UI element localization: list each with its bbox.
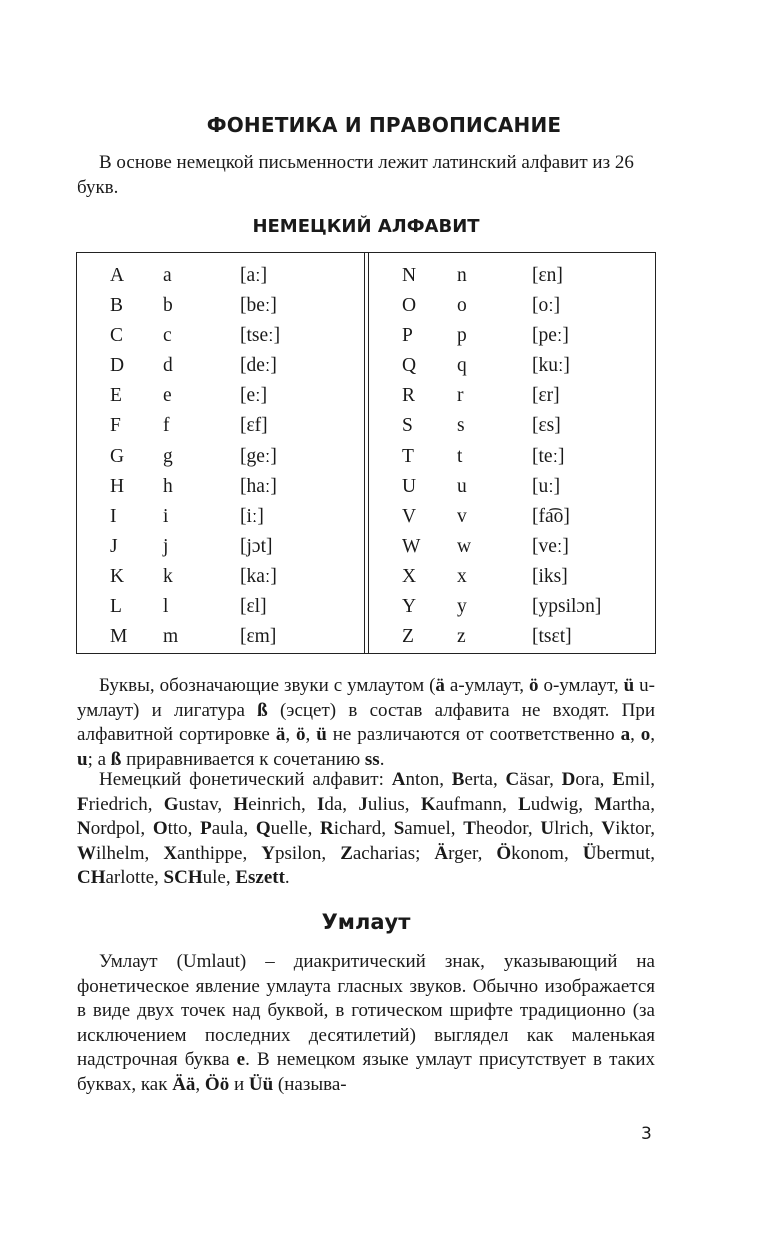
- alphabet-row: [369, 442, 656, 472]
- text-run: artha,: [612, 793, 655, 815]
- text-run: Буквы, обозначающие звуки с умлаутом (: [99, 675, 436, 696]
- text-run: ,: [285, 724, 297, 746]
- text-run: и: [229, 1073, 249, 1095]
- bold-text: e: [236, 1049, 246, 1071]
- bold-text: CH: [77, 867, 106, 889]
- uppercase-letter: Z: [402, 626, 414, 648]
- alphabet-row: [77, 532, 364, 562]
- alphabet-row: [369, 472, 656, 502]
- text-run: . В немецком языке умлаут присутствует в таких буквах, как: [77, 1049, 655, 1095]
- pronunciation: [peː]: [532, 325, 569, 347]
- alphabet-row: [77, 442, 364, 472]
- bold-text: Ö: [496, 842, 512, 864]
- pronunciation: [iː]: [240, 505, 264, 527]
- alphabet-table: [76, 252, 656, 654]
- bold-text: A: [391, 769, 406, 790]
- intro-paragraph: В основе немецкой письменности лежит латинский алфавит из 26 букв.: [77, 152, 634, 198]
- text-run: ustav,: [178, 793, 234, 815]
- pronunciation: [deː]: [240, 355, 277, 377]
- pronunciation: [teː]: [532, 445, 565, 467]
- pronunciation: [veː]: [532, 535, 569, 557]
- text-run: ,: [650, 724, 656, 746]
- alphabet-row: [77, 502, 364, 532]
- alphabet-title: НЕМЕЦКИЙ АЛФАВИТ: [252, 216, 480, 237]
- bold-text: X: [163, 842, 178, 864]
- uppercase-letter: T: [402, 445, 414, 467]
- uppercase-letter: S: [402, 415, 413, 437]
- alphabet-row: [77, 411, 364, 441]
- lowercase-letter: p: [457, 325, 467, 347]
- paragraph-umlaut-letters: [77, 674, 655, 772]
- uppercase-letter: X: [402, 565, 417, 587]
- section-heading-umlaut: Умлаут: [321, 910, 411, 934]
- text-run: .: [379, 748, 385, 770]
- uppercase-letter: G: [110, 445, 125, 467]
- text-run: ,: [195, 1073, 205, 1095]
- text-run: udwig,: [530, 793, 595, 815]
- alphabet-row: [77, 622, 364, 652]
- bold-text: G: [163, 793, 179, 815]
- bold-text: Ä: [434, 842, 449, 864]
- uppercase-letter: O: [402, 295, 417, 317]
- lowercase-letter: j: [163, 535, 169, 557]
- lowercase-letter: n: [457, 265, 467, 286]
- text-run: tto,: [167, 818, 201, 840]
- bold-text: U: [540, 818, 555, 840]
- uppercase-letter: P: [402, 325, 413, 347]
- uppercase-letter: I: [110, 505, 117, 527]
- pronunciation: [uː]: [532, 475, 561, 497]
- text-run: ,: [630, 724, 641, 746]
- alphabet-row: [369, 411, 656, 441]
- bold-text: D: [561, 769, 576, 790]
- pronunciation: [tseː]: [240, 325, 281, 347]
- bold-text: Öö: [204, 1073, 230, 1095]
- bold-text: Z: [340, 842, 353, 864]
- uppercase-letter: F: [110, 415, 121, 437]
- bold-text: T: [463, 818, 476, 840]
- pronunciation: [ɛn]: [532, 265, 563, 286]
- page-title: ФОНЕТИКА И ПРАВОПИСАНИЕ: [206, 113, 562, 137]
- text-run: bermut,: [596, 842, 656, 864]
- text-run: ordpol,: [90, 818, 153, 840]
- pronunciation: [kuː]: [532, 355, 570, 377]
- uppercase-letter: U: [402, 475, 417, 497]
- alphabet-row: [369, 562, 656, 592]
- text-run: amuel,: [404, 818, 464, 840]
- lowercase-letter: g: [163, 445, 173, 467]
- uppercase-letter: V: [402, 505, 417, 527]
- lowercase-letter: f: [163, 415, 170, 437]
- bold-text: a: [620, 724, 631, 746]
- lowercase-letter: b: [163, 295, 173, 317]
- bold-text: u: [77, 748, 88, 770]
- alphabet-row: [369, 502, 656, 532]
- uppercase-letter: D: [110, 355, 125, 377]
- bold-text: ü: [623, 675, 635, 696]
- alphabet-column-left: [77, 261, 364, 652]
- bold-text: L: [518, 793, 531, 815]
- uppercase-letter: N: [402, 265, 417, 286]
- text-run: u-умлаут) и лигатура: [77, 675, 656, 721]
- alphabet-row: [369, 261, 656, 291]
- lowercase-letter: y: [457, 596, 467, 618]
- alphabet-column-right: [369, 261, 656, 652]
- bold-text: N: [77, 818, 91, 840]
- lowercase-letter: s: [457, 415, 465, 437]
- lowercase-letter: x: [457, 565, 467, 587]
- lowercase-letter: w: [457, 535, 472, 557]
- bold-text: ö: [528, 675, 539, 696]
- alphabet-row: [369, 592, 656, 622]
- lowercase-letter: i: [163, 505, 169, 527]
- bold-text: H: [233, 793, 249, 815]
- bold-text: o: [640, 724, 651, 746]
- lowercase-letter: u: [457, 475, 467, 497]
- uppercase-letter: E: [110, 385, 122, 407]
- lowercase-letter: l: [163, 596, 169, 618]
- bold-text: F: [77, 793, 89, 815]
- uppercase-letter: Q: [402, 355, 417, 377]
- bold-text: S: [393, 818, 405, 840]
- page-number: 3: [641, 1124, 652, 1144]
- pronunciation: [ɛr]: [532, 385, 560, 407]
- text-run: einrich,: [248, 793, 317, 815]
- pronunciation: [ypsilɔn]: [532, 596, 602, 618]
- bold-text: ß: [110, 748, 122, 770]
- pronunciation: [ɛm]: [240, 626, 277, 648]
- bold-text: ä: [435, 675, 445, 696]
- bold-text: ä: [275, 724, 286, 746]
- bold-text: Ää: [172, 1073, 196, 1095]
- text-run: o-умлаут,: [538, 675, 624, 696]
- alphabet-row: [77, 381, 364, 411]
- bold-text: SCH: [163, 867, 203, 889]
- pronunciation: [iks]: [532, 565, 568, 587]
- pronunciation: [ɛf]: [240, 415, 268, 437]
- text-run: ulius,: [367, 793, 421, 815]
- bold-text: V: [601, 818, 616, 840]
- bold-text: ß: [257, 699, 268, 721]
- text-run: arlotte,: [105, 867, 164, 889]
- lowercase-letter: z: [457, 626, 466, 648]
- text-run: ora,: [575, 769, 613, 790]
- uppercase-letter: K: [110, 565, 125, 587]
- text-run: ichard,: [333, 818, 394, 840]
- text-run: (эсцет) в состав алфавита не входят. При алфавитной сортировке: [77, 699, 655, 746]
- bold-text: W: [77, 842, 96, 864]
- uppercase-letter: M: [110, 626, 128, 648]
- bold-text: E: [612, 769, 625, 790]
- text-run: rger,: [448, 842, 497, 864]
- text-run: acharias;: [352, 842, 435, 864]
- text-run: lrich,: [554, 818, 602, 840]
- text-run: приравнивается к сочетанию: [121, 748, 365, 770]
- pronunciation: [ɛl]: [240, 596, 267, 618]
- pronunciation: [fa͡o]: [532, 505, 570, 527]
- text-run: ilhelm,: [96, 842, 164, 864]
- alphabet-row: [77, 351, 364, 381]
- alphabet-row: [369, 622, 656, 652]
- alphabet-row: [369, 291, 656, 321]
- bold-text: Ü: [582, 842, 597, 864]
- uppercase-letter: A: [110, 265, 125, 286]
- uppercase-letter: C: [110, 325, 124, 347]
- text-run: erta,: [464, 769, 506, 790]
- pronunciation: [kaː]: [240, 565, 277, 587]
- text-run: aula,: [211, 818, 256, 840]
- lowercase-letter: d: [163, 355, 173, 377]
- lowercase-letter: m: [163, 626, 179, 648]
- alphabet-row: [369, 321, 656, 351]
- bold-text: ss: [364, 748, 380, 770]
- text-run: ; а: [87, 748, 111, 770]
- uppercase-letter: B: [110, 295, 124, 317]
- text-run: heodor,: [475, 818, 541, 840]
- lowercase-letter: c: [163, 325, 172, 347]
- lowercase-letter: k: [163, 565, 173, 587]
- bold-text: Y: [261, 842, 275, 864]
- lowercase-letter: a: [163, 265, 172, 286]
- alphabet-row: [77, 562, 364, 592]
- alphabet-row: [77, 261, 364, 291]
- alphabet-row: [369, 532, 656, 562]
- uppercase-letter: R: [402, 385, 416, 407]
- bold-text: B: [451, 769, 465, 790]
- bold-text: K: [420, 793, 436, 815]
- text-run: a-умлаут,: [444, 675, 529, 696]
- uppercase-letter: J: [110, 535, 118, 557]
- bold-text: Eszett: [235, 867, 285, 889]
- text-run: psilon,: [274, 842, 341, 864]
- text-run: .: [284, 867, 290, 889]
- lowercase-letter: h: [163, 475, 173, 497]
- alphabet-row: [369, 381, 656, 411]
- bold-text: Q: [255, 818, 271, 840]
- text-run: Умлаут (Umlaut) – диакритический знак, указывающий на фонетическое явление умлаута гласных звуков. Обычно изображается в виде двух точек над буквой, в готическом шрифте традиционно (за исключением последних десятилетий) выглядел как маленькая надстрочная буква: [77, 951, 655, 1071]
- uppercase-letter: H: [110, 475, 125, 497]
- text-run: (называ-: [273, 1073, 347, 1095]
- text-run: aufmann,: [435, 793, 519, 815]
- pronunciation: [oː]: [532, 295, 561, 317]
- text-run: uelle,: [270, 818, 321, 840]
- lowercase-letter: v: [457, 505, 467, 527]
- alphabet-row: [369, 351, 656, 381]
- pronunciation: [tsɛt]: [532, 626, 572, 648]
- uppercase-letter: W: [402, 535, 421, 557]
- text-run: anthippe,: [177, 842, 262, 864]
- bold-text: C: [505, 769, 520, 790]
- pronunciation: [ɛs]: [532, 415, 561, 437]
- text-run: не различаются от соответственно: [326, 724, 621, 746]
- bold-text: Üü: [248, 1073, 274, 1095]
- text-run: nton,: [405, 769, 452, 790]
- text-run: da,: [324, 793, 359, 815]
- text-run: äsar,: [519, 769, 562, 790]
- alphabet-row: [77, 592, 364, 622]
- pronunciation: [jɔt]: [240, 535, 273, 557]
- pronunciation: [beː]: [240, 295, 277, 317]
- pronunciation: [haː]: [240, 475, 277, 497]
- bold-text: I: [316, 793, 325, 815]
- uppercase-letter: L: [110, 596, 122, 618]
- bold-text: M: [594, 793, 613, 815]
- paragraph-umlaut: [77, 950, 655, 1098]
- pronunciation: [aː]: [240, 265, 268, 286]
- uppercase-letter: Y: [402, 596, 417, 618]
- bold-text: J: [358, 793, 368, 815]
- text-run: ule,: [202, 867, 236, 889]
- bold-text: O: [152, 818, 168, 840]
- lowercase-letter: o: [457, 295, 467, 317]
- lowercase-letter: e: [163, 385, 172, 407]
- text-run: Немецкий фонетический алфавит:: [99, 769, 392, 790]
- lowercase-letter: t: [457, 445, 463, 467]
- text-run: ,: [305, 724, 317, 746]
- text-run: riedrich,: [88, 793, 164, 815]
- paragraph-phonetic-alphabet: [77, 768, 655, 891]
- bold-text: R: [320, 818, 334, 840]
- alphabet-row: [77, 472, 364, 502]
- text-run: konom,: [511, 842, 583, 864]
- bold-text: ü: [316, 724, 327, 746]
- lowercase-letter: r: [457, 385, 464, 407]
- text-run: iktor,: [615, 818, 655, 840]
- alphabet-row: [77, 291, 364, 321]
- alphabet-row: [77, 321, 364, 351]
- text-run: mil,: [624, 769, 656, 790]
- bold-text: ö: [296, 724, 306, 746]
- pronunciation: [geː]: [240, 445, 277, 467]
- pronunciation: [eː]: [240, 385, 268, 407]
- lowercase-letter: q: [457, 355, 467, 377]
- table-divider: [364, 253, 365, 653]
- bold-text: P: [200, 818, 212, 840]
